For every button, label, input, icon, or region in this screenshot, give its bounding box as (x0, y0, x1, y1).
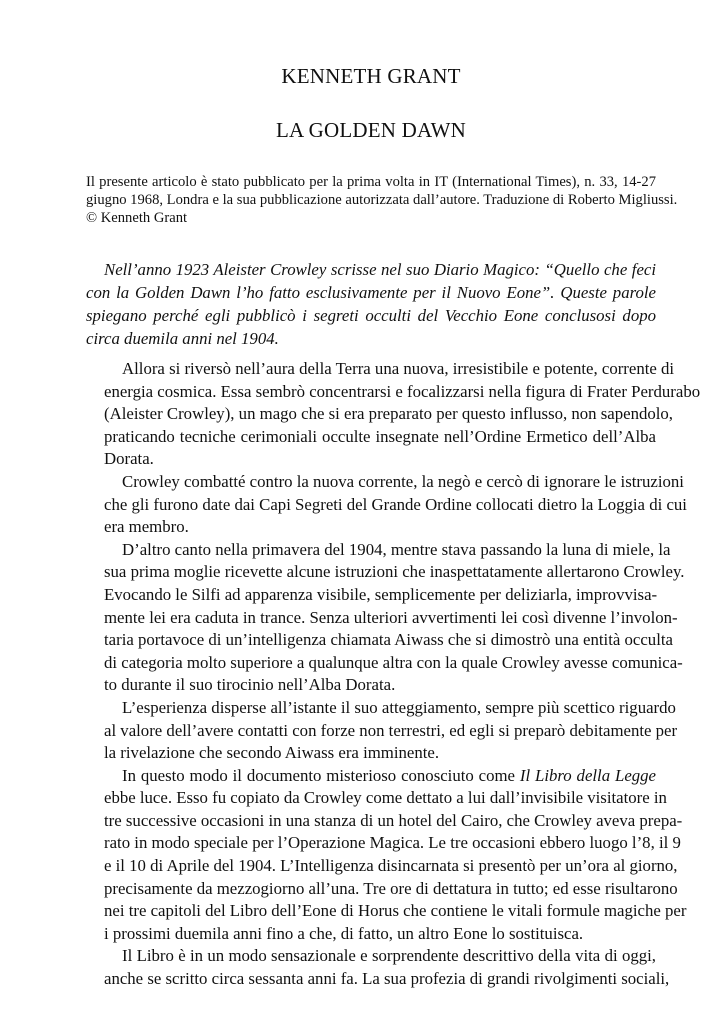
body-line: al valore dell’avere contatti con forze non terrestri, ed egli si preparò debitamente per (104, 720, 678, 740)
body-line: Allora si riversò nell’aura della Terra una nuova, irresistibile e potente, corrente di (122, 359, 675, 378)
body-line: la rivelazione che secondo Aiwass era imminente. (104, 743, 440, 763)
body-line: era membro. (104, 517, 189, 537)
body-line: precisamente da mezzogiorno all’una. Tre ore di dettatura in tutto; ed esse risultarono (104, 878, 678, 898)
publication-note (86, 173, 678, 227)
body-line: anche se scritto circa sessanta anni fa. La sua profezia di grandi rivolgimenti sociali, (104, 969, 670, 989)
body-line: che gli furono date dai Capi Segreti del Grande Ordine collocati dietro la Loggia di cui (104, 494, 687, 514)
note-line: giugno 1968, Londra e la sua pubblicazione autorizzata dall’autore. Traduzione di Roberto Migliussi. (86, 192, 678, 208)
body-line: ebbe luce. Esso fu copiato da Crowley come dettato a lui dall’invisibile visitatore in (104, 788, 667, 808)
body-line: taria portavoce di un’intelligenza chiamata Aiwass che si dimostrò una entità occulta (104, 630, 673, 650)
body-line: D’altro canto nella primavera del 1904, mentre stava passando la luna di miele, la (122, 539, 671, 559)
body-line: di categoria molto superiore a qualunque altra con la quale Crowley avesse comunica- (104, 652, 683, 672)
body-text: In questo modo il documento misterioso conosciuto come (122, 765, 520, 785)
abstract-paragraph (86, 258, 656, 350)
body-line: tre successive occasioni in una stanza di un hotel del Cairo, che Crowley aveva prepa- (104, 810, 683, 830)
body-paragraph-6 (86, 945, 670, 990)
body-line: to durante il suo tirocinio nell’Alba Dorata. (104, 675, 396, 695)
article-body (86, 358, 701, 991)
body-line: mente lei era caduta in trance. Senza ulteriori avvertimenti lei così divenne l’involon- (104, 607, 678, 627)
copyright-line: © Kenneth Grant (86, 210, 188, 226)
abstract-line: spiegano perché egli pubblicò i segreti occulti del Vecchio Eone conclusosi dopo (86, 306, 656, 325)
body-paragraph-5 (86, 765, 687, 946)
body-line: Dorata. (104, 449, 154, 469)
body-line (86, 765, 656, 788)
book-title: Il Libro della Legge (519, 765, 656, 785)
body-line: Il Libro è in un modo sensazionale e sorprendente descrittivo della vita di oggi, (122, 946, 656, 966)
abstract-line: con la Golden Dawn l’ho fatto esclusivamente per il Nuovo Eone”. Queste parole (86, 283, 656, 302)
body-paragraph-2 (86, 471, 687, 539)
body-line: Crowley combatté contro la nuova corrente, la negò e cercò di ignorare le istruzioni (122, 471, 684, 491)
body-line: energia cosmica. Essa sembrò concentrarsi e focalizzarsi nella figura di Frater Perdurabo (104, 381, 701, 401)
article-title: LA GOLDEN DAWN (275, 118, 467, 142)
body-paragraph-4 (86, 697, 678, 765)
body-paragraph-3 (86, 539, 685, 697)
body-line: L’esperienza disperse all’istante il suo atteggiamento, sempre più scettico riguardo (122, 697, 676, 717)
abstract-line: Nell’anno 1923 Aleister Crowley scrisse nel suo Diario Magico: “Quello che feci (104, 260, 656, 279)
body-line: i prossimi duemila anni fino a che, di fatto, un altro Eone lo sostituisca. (104, 923, 584, 943)
body-line: rato in modo speciale per l’Operazione Magica. Le tre occasioni ebbero luogo l’8, il 9 (104, 833, 681, 853)
body-line: praticando tecniche cerimoniali occulte insegnate nell’Ordine Ermetico dell’Alba (104, 426, 656, 446)
body-paragraph-1 (86, 358, 701, 471)
body-line: e il 10 di Aprile del 1904. L’Intelligenza disincarnata si presentò per un’ora al giorno, (104, 856, 678, 876)
body-line: (Aleister Crowley), un mago che si era preparato per questo influsso, non sapendolo, (104, 404, 674, 424)
note-line: Il presente articolo è stato pubblicato per la prima volta in IT (International Times), n. 33, 14-27 (86, 174, 656, 190)
body-line: nei tre capitoli del Libro dell’Eone di Horus che contiene le vitali formule magiche per (104, 901, 687, 921)
abstract-line: circa duemila anni nel 1904. (86, 329, 279, 348)
author-heading: KENNETH GRANT (281, 64, 461, 88)
body-line: sua prima moglie ricevette alcune istruzioni che inaspettatamente allertarono Crowley. (104, 562, 685, 582)
body-line: Evocando le Silfi ad apparenza visibile, semplicemente per deliziarla, improvvisa- (104, 584, 658, 604)
